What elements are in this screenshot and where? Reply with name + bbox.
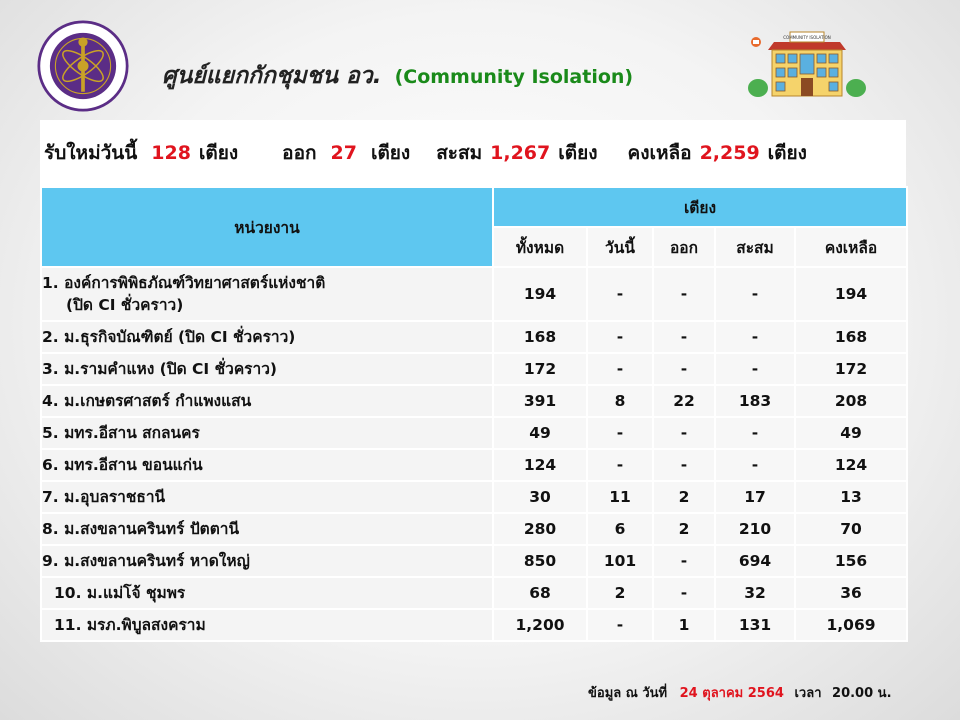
community-building-icon xyxy=(748,28,866,98)
out-cell: 2 xyxy=(653,481,715,513)
accumulated-cell: 694 xyxy=(715,545,795,577)
out-cell: - xyxy=(653,449,715,481)
column-header-accumulated: สะสม xyxy=(715,227,795,267)
table-row xyxy=(41,353,907,385)
summary-out-label: ออก xyxy=(282,142,317,164)
total-cell: 850 xyxy=(493,545,587,577)
table-row xyxy=(41,545,907,577)
out-cell: - xyxy=(653,353,715,385)
total-cell: 49 xyxy=(493,417,587,449)
column-header-remaining: คงเหลือ xyxy=(795,227,907,267)
isolation-bed-table xyxy=(40,186,908,642)
table-row xyxy=(41,481,907,513)
today-cell: 2 xyxy=(587,577,653,609)
unit-name-cell: 2. ม.ธุรกิจบัณฑิตย์ (ปิด CI ชั่วคราว) xyxy=(41,321,493,353)
remaining-cell: 124 xyxy=(795,449,907,481)
ministry-logo xyxy=(37,20,129,112)
unit-name-cell: 3. ม.รามคำแหง (ปิด CI ชั่วคราว) xyxy=(41,353,493,385)
out-cell: 1 xyxy=(653,609,715,641)
remaining-cell: 208 xyxy=(795,385,907,417)
table-row xyxy=(41,417,907,449)
summary-new-label: รับใหม่วันนี้ xyxy=(44,142,138,164)
unit-name-cell: 6. มทร.อีสาน ขอนแก่น xyxy=(41,449,493,481)
unit-name-cell: 5. มทร.อีสาน สกลนคร xyxy=(41,417,493,449)
remaining-cell: 194 xyxy=(795,267,907,321)
note-date: 24 ตุลาคม 2564 xyxy=(679,686,784,701)
summary-bar xyxy=(40,120,906,186)
remaining-cell: 36 xyxy=(795,577,907,609)
table-row xyxy=(41,267,907,321)
note-time: 20.00 น. xyxy=(832,686,892,701)
remaining-cell: 70 xyxy=(795,513,907,545)
remaining-cell: 1,069 xyxy=(795,609,907,641)
out-cell: - xyxy=(653,267,715,321)
table-row xyxy=(41,609,907,641)
accumulated-cell: 17 xyxy=(715,481,795,513)
unit-name-cell: 11. มรภ.พิบูลสงคราม xyxy=(41,609,493,641)
table-row xyxy=(41,449,907,481)
summary-new-unit: เตียง xyxy=(198,142,239,164)
table-row xyxy=(41,385,907,417)
remaining-cell: 13 xyxy=(795,481,907,513)
today-cell: - xyxy=(587,353,653,385)
table-row xyxy=(41,577,907,609)
summary-acc-label: สะสม xyxy=(436,142,483,164)
note-time-label: เวลา xyxy=(794,686,822,701)
accumulated-cell: - xyxy=(715,449,795,481)
summary-out-value: 27 xyxy=(330,142,357,164)
unit-name-cell xyxy=(41,267,493,321)
today-cell: 6 xyxy=(587,513,653,545)
accumulated-cell: 183 xyxy=(715,385,795,417)
total-cell: 168 xyxy=(493,321,587,353)
unit-name-line2: (ปิด CI ชั่วคราว) xyxy=(66,296,184,314)
title-thai: ศูนย์แยกกักชุมชน อว. xyxy=(162,63,382,89)
total-cell: 280 xyxy=(493,513,587,545)
table-row xyxy=(41,321,907,353)
summary-acc-value: 1,267 xyxy=(490,142,551,164)
accumulated-cell: - xyxy=(715,417,795,449)
data-timestamp-note xyxy=(588,682,892,703)
total-cell: 68 xyxy=(493,577,587,609)
table-row xyxy=(41,513,907,545)
remaining-cell: 172 xyxy=(795,353,907,385)
unit-name-cell: 7. ม.อุบลราชธานี xyxy=(41,481,493,513)
accumulated-cell: 131 xyxy=(715,609,795,641)
out-cell: 22 xyxy=(653,385,715,417)
today-cell: 11 xyxy=(587,481,653,513)
total-cell: 194 xyxy=(493,267,587,321)
unit-name-cell: 10. ม.แม่โจ้ ชุมพร xyxy=(41,577,493,609)
summary-remain-value: 2,259 xyxy=(699,142,760,164)
accumulated-cell: 32 xyxy=(715,577,795,609)
title-english: (Community Isolation) xyxy=(394,66,634,88)
remaining-cell: 156 xyxy=(795,545,907,577)
out-cell: 2 xyxy=(653,513,715,545)
remaining-cell: 49 xyxy=(795,417,907,449)
summary-remain-unit: เตียง xyxy=(767,142,807,164)
summary-remain-label: คงเหลือ xyxy=(627,142,692,164)
today-cell: - xyxy=(587,267,653,321)
out-cell: - xyxy=(653,545,715,577)
summary-out-unit: เตียง xyxy=(370,142,411,164)
page-title xyxy=(162,58,633,94)
out-cell: - xyxy=(653,417,715,449)
out-cell: - xyxy=(653,321,715,353)
summary-acc-unit: เตียง xyxy=(558,142,598,164)
accumulated-cell: 210 xyxy=(715,513,795,545)
unit-name-cell: 9. ม.สงขลานครินทร์ หาดใหญ่ xyxy=(41,545,493,577)
accumulated-cell: - xyxy=(715,353,795,385)
today-cell: - xyxy=(587,449,653,481)
accumulated-cell: - xyxy=(715,267,795,321)
beds-group-header: เตียง xyxy=(493,187,907,227)
accumulated-cell: - xyxy=(715,321,795,353)
unit-column-header: หน่วยงาน xyxy=(41,187,493,267)
column-header-out: ออก xyxy=(653,227,715,267)
total-cell: 172 xyxy=(493,353,587,385)
column-header-total: ทั้งหมด xyxy=(493,227,587,267)
remaining-cell: 168 xyxy=(795,321,907,353)
summary-new-value: 128 xyxy=(151,142,191,164)
total-cell: 1,200 xyxy=(493,609,587,641)
note-prefix: ข้อมูล ณ วันที่ xyxy=(588,686,668,701)
unit-name-cell: 8. ม.สงขลานครินทร์ ปัตตานี xyxy=(41,513,493,545)
unit-name-cell: 4. ม.เกษตรศาสตร์ กำแพงแสน xyxy=(41,385,493,417)
today-cell: 101 xyxy=(587,545,653,577)
total-cell: 124 xyxy=(493,449,587,481)
today-cell: - xyxy=(587,321,653,353)
today-cell: 8 xyxy=(587,385,653,417)
today-cell: - xyxy=(587,609,653,641)
column-header-today: วันนี้ xyxy=(587,227,653,267)
total-cell: 30 xyxy=(493,481,587,513)
building-sign-text: COMMUNITY ISOLATION xyxy=(783,35,831,40)
out-cell: - xyxy=(653,577,715,609)
unit-name-line1: 1. องค์การพิพิธภัณฑ์วิทยาศาสตร์แห่งชาติ xyxy=(42,274,326,292)
total-cell: 391 xyxy=(493,385,587,417)
today-cell: - xyxy=(587,417,653,449)
